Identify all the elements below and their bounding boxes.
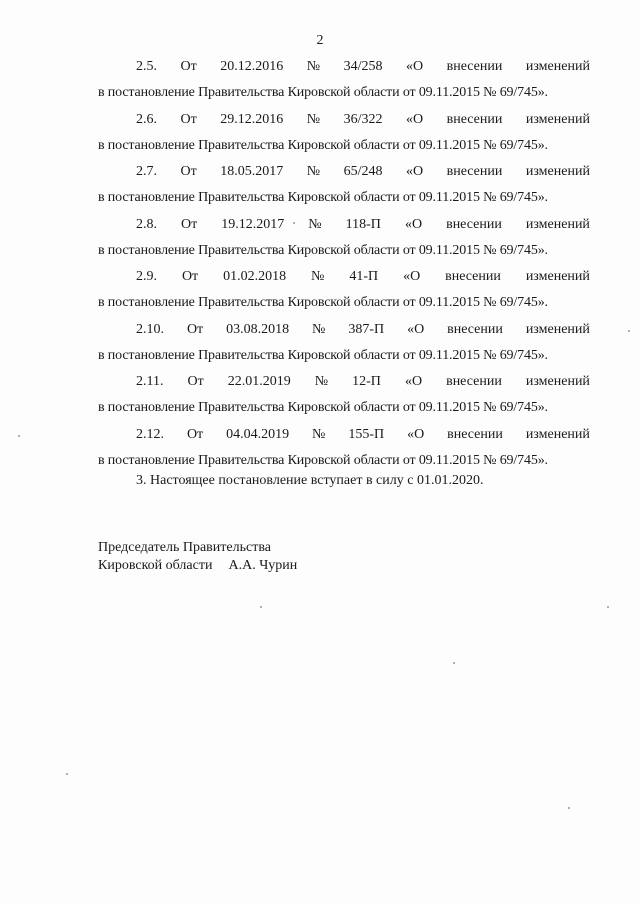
- list-item-continuation: в постановление Правительства Кировской области от 09.11.2015 № 69/745».: [98, 400, 548, 415]
- item-word-izmeneniy: изменений: [525, 374, 590, 389]
- signatory-title-line2: [98, 557, 297, 575]
- list-item-continuation: в постановление Правительства Кировской области от 09.11.2015 № 69/745».: [98, 242, 548, 258]
- item-word-vnesenii: внесении: [446, 111, 503, 127]
- list-item-heading: [98, 264, 590, 290]
- item-from-word: От: [180, 111, 197, 127]
- final-clause: 3. Настоящее постановление вступает в силу с 01.01.2020.: [136, 473, 484, 488]
- page-number: 2: [316, 33, 324, 48]
- item-word-izmeneniy: изменений: [525, 426, 590, 442]
- item-date: 19.12.2017: [221, 216, 285, 232]
- list-item-continuation: в постановление Правительства Кировской области от 09.11.2015 № 69/745».: [98, 137, 548, 153]
- item-date: 20.12.2016: [220, 59, 284, 74]
- item-word-o: «О: [405, 59, 424, 74]
- item-document-number: 12-П: [352, 374, 381, 389]
- item-number: 2.7.: [136, 164, 157, 179]
- item-word-vnesenii: внесении: [446, 374, 502, 389]
- item-from-word: От: [187, 374, 204, 389]
- item-number: 2.11.: [136, 374, 164, 389]
- scan-speck: [260, 606, 262, 608]
- list-item-heading: [98, 107, 590, 133]
- item-date: 18.05.2017: [220, 164, 284, 179]
- scan-speck: [607, 606, 609, 608]
- list-item-continuation: в постановление Правительства Кировской области от 09.11.2015 № 69/745».: [98, 452, 548, 468]
- list-item-continuation: в постановление Правительства Кировской области от 09.11.2015 № 69/745».: [98, 190, 548, 205]
- item-document-number: 118-П: [345, 216, 381, 232]
- amendment-list: [98, 54, 590, 474]
- item-number-sign: №: [306, 111, 321, 127]
- item-date: 29.12.2016: [220, 111, 284, 127]
- scan-speck: [453, 662, 455, 664]
- item-document-number: 34/258: [343, 59, 383, 74]
- item-word-izmeneniy: изменений: [525, 321, 590, 337]
- list-item: [98, 317, 590, 370]
- list-item-continuation: в постановление Правительства Кировской области от 09.11.2015 № 69/745».: [98, 295, 548, 310]
- item-word-vnesenii: внесении: [446, 164, 503, 179]
- item-number: 2.12.: [136, 426, 164, 442]
- item-document-number: 36/322: [343, 111, 383, 127]
- item-word-izmeneniy: изменений: [525, 111, 590, 127]
- scan-speck: [293, 222, 295, 224]
- item-word-o: «О: [405, 164, 424, 179]
- scan-speck: [568, 807, 570, 809]
- item-date: 01.02.2018: [223, 269, 287, 284]
- item-from-word: От: [181, 216, 198, 232]
- list-item: [98, 264, 590, 317]
- item-document-number: 155-П: [348, 426, 385, 442]
- list-item-heading: [98, 317, 590, 343]
- item-document-number: 387-П: [348, 321, 385, 337]
- signature-block: [98, 539, 297, 575]
- item-number: 2.8.: [136, 216, 157, 232]
- item-from-word: От: [180, 164, 197, 179]
- scan-speck: [66, 773, 68, 775]
- signatory-title-line1: Председатель Правительства: [98, 540, 271, 555]
- item-from-word: От: [180, 59, 197, 74]
- list-item-heading: [98, 159, 590, 185]
- list-item-continuation: в постановление Правительства Кировской области от 09.11.2015 № 69/745».: [98, 347, 548, 363]
- list-item: [98, 54, 590, 107]
- item-from-word: От: [186, 321, 204, 337]
- list-item: [98, 159, 590, 212]
- item-word-o: «О: [404, 216, 423, 232]
- item-word-o: «О: [404, 374, 423, 389]
- item-word-vnesenii: внесении: [446, 59, 503, 74]
- item-from-word: От: [181, 269, 199, 284]
- list-item-heading: [98, 369, 590, 395]
- item-number: 2.9.: [136, 269, 157, 284]
- item-number-sign: №: [312, 321, 326, 337]
- list-item-heading: [98, 54, 590, 80]
- item-word-o: «О: [407, 321, 425, 337]
- item-number-sign: №: [308, 216, 322, 232]
- item-number: 2.10.: [136, 321, 164, 337]
- item-word-izmeneniy: изменений: [525, 59, 590, 74]
- list-item: [98, 369, 590, 422]
- list-item-heading: [98, 212, 590, 238]
- list-item: [98, 107, 590, 160]
- item-word-vnesenii: внесении: [445, 269, 501, 284]
- item-number: 2.6.: [136, 111, 157, 127]
- item-word-o: «О: [407, 426, 425, 442]
- signatory-region: Кировской области: [98, 558, 213, 573]
- item-word-o: «О: [403, 269, 421, 284]
- item-date: 04.04.2019: [226, 426, 290, 442]
- item-document-number: 41-П: [349, 269, 379, 284]
- list-item-heading: [98, 422, 590, 448]
- item-word-vnesenii: внесении: [446, 216, 502, 232]
- item-number-sign: №: [311, 269, 325, 284]
- item-number-sign: №: [306, 164, 321, 179]
- item-number-sign: №: [314, 374, 329, 389]
- item-word-vnesenii: внесении: [447, 426, 503, 442]
- item-number: 2.5.: [136, 59, 157, 74]
- list-item: [98, 422, 590, 475]
- item-word-izmeneniy: изменений: [525, 216, 590, 232]
- item-word-o: «О: [405, 111, 424, 127]
- item-number-sign: №: [306, 59, 321, 74]
- scan-speck: [628, 330, 630, 332]
- item-word-izmeneniy: изменений: [525, 269, 590, 284]
- scan-speck: [18, 435, 20, 437]
- item-word-vnesenii: внесении: [447, 321, 503, 337]
- signatory-name: А.А. Чурин: [228, 558, 298, 573]
- item-document-number: 65/248: [343, 164, 383, 179]
- item-date: 03.08.2018: [226, 321, 290, 337]
- list-item-continuation: в постановление Правительства Кировской области от 09.11.2015 № 69/745».: [98, 85, 548, 100]
- list-item: [98, 212, 590, 265]
- item-word-izmeneniy: изменений: [525, 164, 590, 179]
- item-number-sign: №: [312, 426, 326, 442]
- item-date: 22.01.2019: [227, 374, 291, 389]
- item-from-word: От: [186, 426, 204, 442]
